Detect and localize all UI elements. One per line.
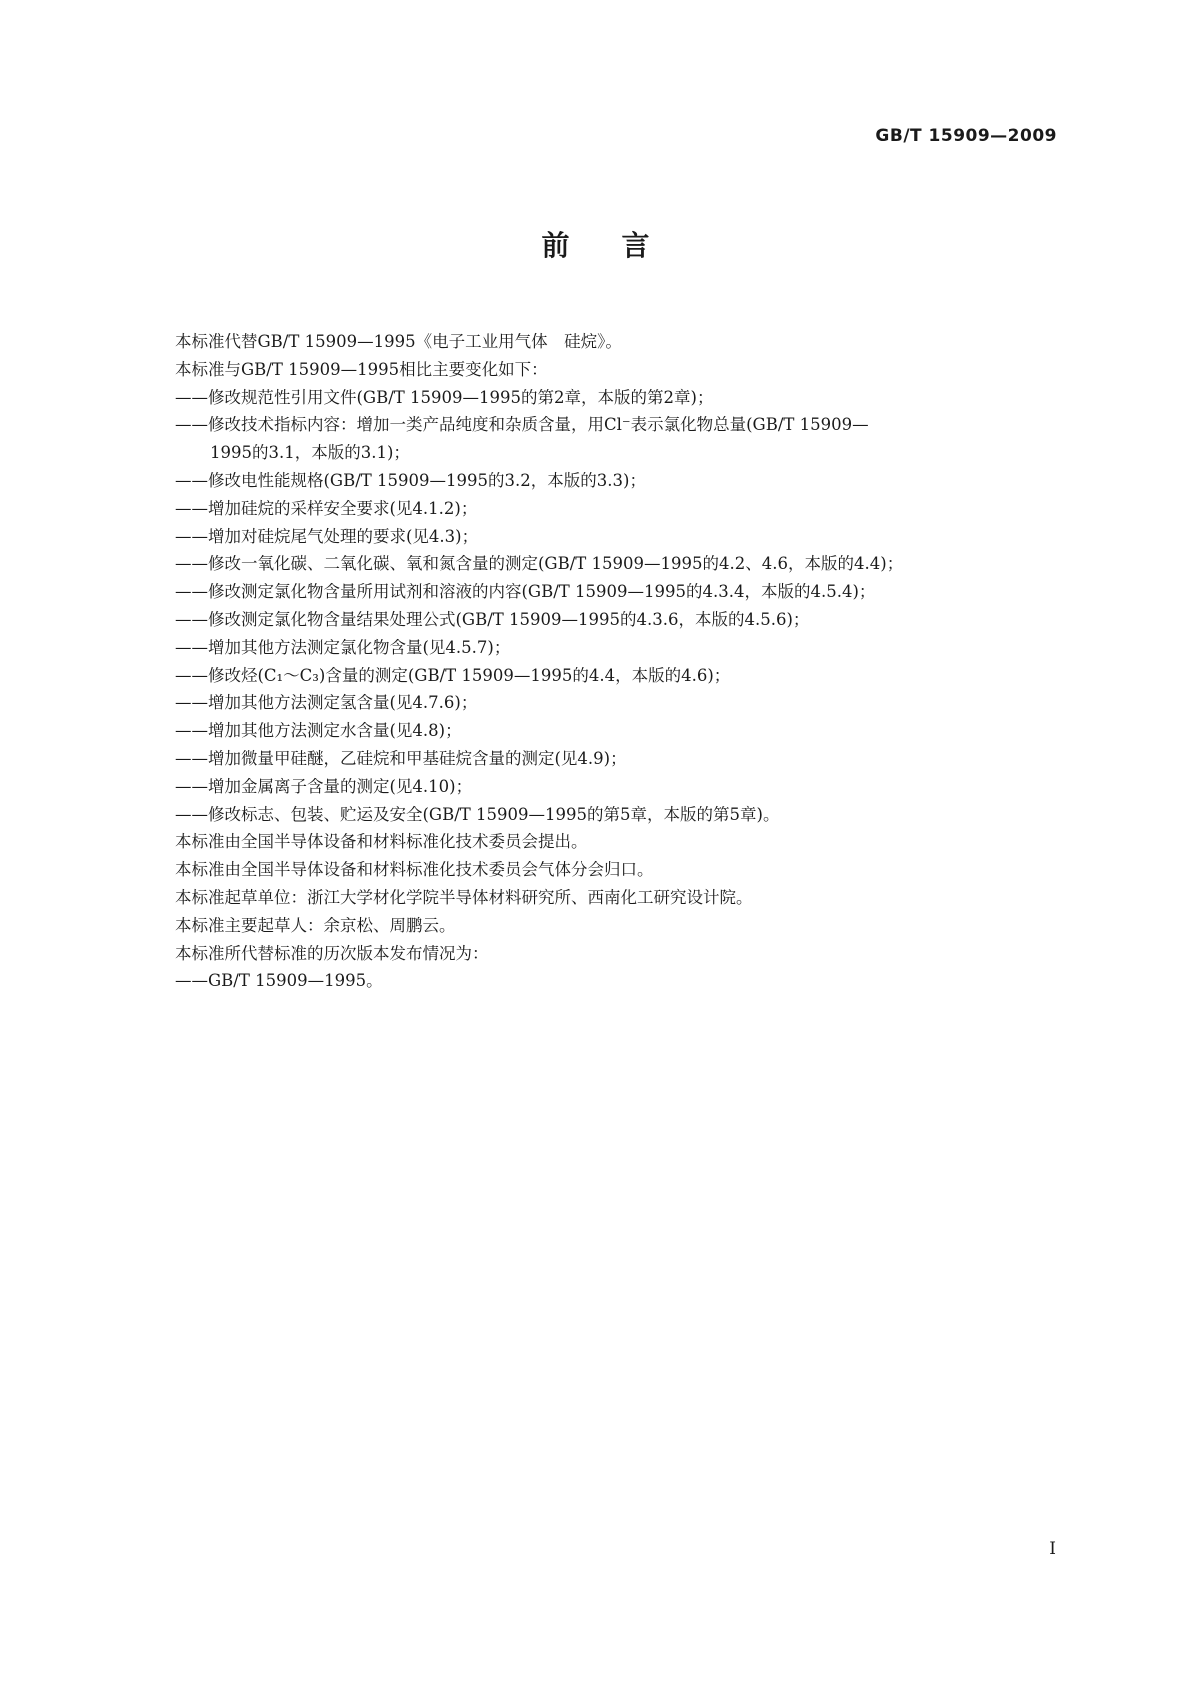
list-item: ——增加金属离子含量的测定(见4.10)；: [175, 776, 473, 796]
page-number: I: [1049, 1539, 1056, 1559]
list-item: ——增加其他方法测定氢含量(见4.7.6)；: [175, 693, 478, 713]
document-body: [175, 328, 1065, 995]
list-item: ——增加其他方法测定水含量(见4.8)；: [175, 721, 462, 741]
list-item: ——增加其他方法测定氯化物含量(见4.5.7)；: [175, 637, 511, 657]
paragraph-line: 本标准起草单位：浙江大学材化学院半导体材料研究所、西南化工研究设计院。: [175, 887, 753, 907]
paragraph-line: 本标准所代替标准的历次版本发布情况为：: [175, 943, 489, 963]
list-item: ——GB/T 15909—1995。: [175, 971, 383, 991]
list-item: ——修改技术指标内容：增加一类产品纯度和杂质含量，用Cl⁻表示氯化物总量(GB/T 15909—: [175, 415, 869, 435]
page-title: 前言: [541, 229, 702, 262]
list-item: ——增加对硅烷尾气处理的要求(见4.3)；: [175, 526, 479, 546]
paragraph-line: 本标准主要起草人：余京松、周鹏云。: [175, 915, 456, 935]
list-item: ——修改规范性引用文件(GB/T 15909—1995的第2章，本版的第2章)；: [175, 387, 714, 407]
paragraph-line: 本标准由全国半导体设备和材料标准化技术委员会提出。: [175, 832, 588, 852]
paragraph-line: 本标准与GB/T 15909—1995相比主要变化如下：: [175, 359, 548, 379]
list-item: ——增加微量甲硅醚，乙硅烷和甲基硅烷含量的测定(见4.9)；: [175, 748, 627, 768]
list-item: ——修改烃(C₁～C₃)含量的测定(GB/T 15909—1995的4.4，本版的4.6)；: [175, 665, 731, 685]
list-item-continuation: 1995的3.1，本版的3.1)；: [210, 443, 410, 463]
list-item: ——修改标志、包装、贮运及安全(GB/T 15909—1995的第5章，本版的第5章)。: [175, 804, 780, 824]
list-item: ——增加硅烷的采样安全要求(见4.1.2)；: [175, 498, 478, 518]
list-item: ——修改一氧化碳、二氧化碳、氧和氮含量的测定(GB/T 15909—1995的4.2、4.6，本版的4.4)；: [175, 554, 904, 574]
document-code: GB/T 15909—2009: [875, 126, 1057, 146]
paragraph-line: 本标准由全国半导体设备和材料标准化技术委员会气体分会归口。: [175, 860, 654, 880]
list-item: ——修改测定氯化物含量结果处理公式(GB/T 15909—1995的4.3.6，本版的4.5.6)；: [175, 609, 810, 629]
list-item: ——修改测定氯化物含量所用试剂和溶液的内容(GB/T 15909—1995的4.3.4，本版的4.5.4)；: [175, 582, 876, 602]
list-item: ——修改电性能规格(GB/T 15909—1995的3.2，本版的3.3)；: [175, 470, 646, 490]
paragraph-line: 本标准代替GB/T 15909—1995《电子工业用气体 硅烷》。: [175, 332, 622, 351]
